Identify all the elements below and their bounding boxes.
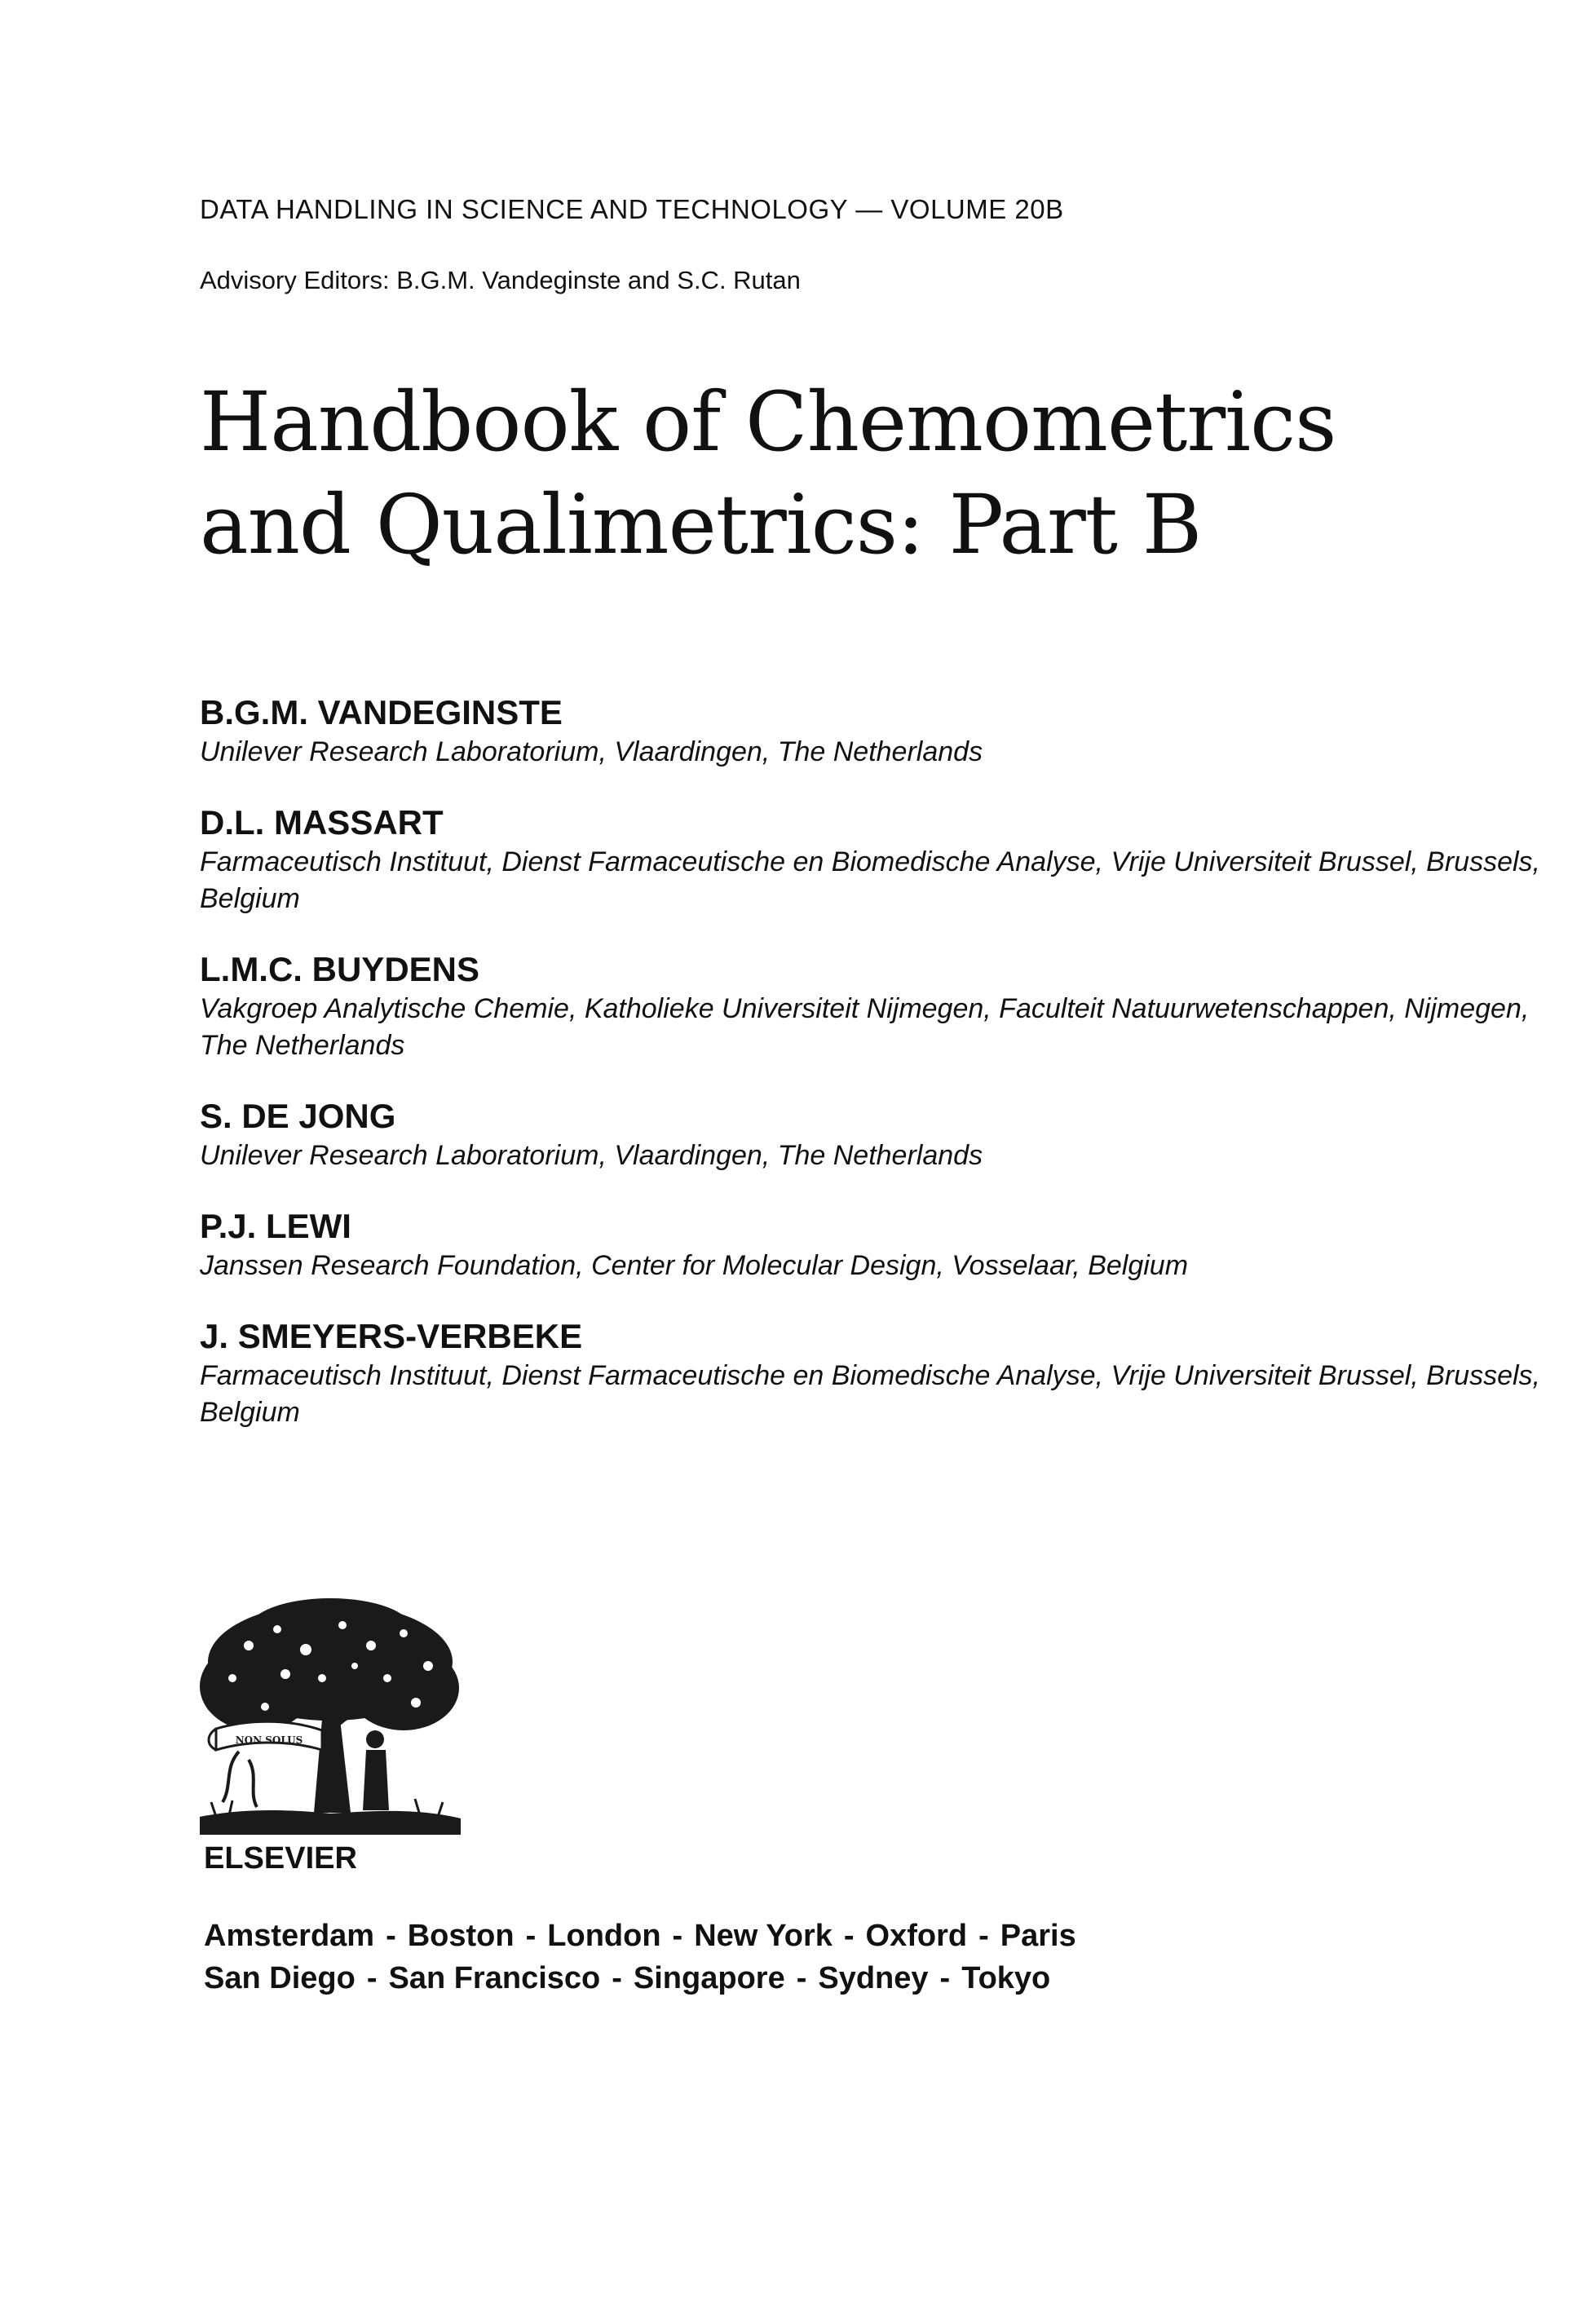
city: Tokyo xyxy=(961,1961,1051,1995)
city: San Diego xyxy=(204,1961,356,1995)
city: Oxford xyxy=(865,1919,968,1953)
cities-line-1 xyxy=(204,1915,1076,1957)
author-entry xyxy=(200,1205,1545,1284)
cities-line-2 xyxy=(204,1957,1076,1999)
author-entry xyxy=(200,1315,1545,1431)
publisher-name: ELSEVIER xyxy=(204,1841,357,1876)
city: Sydney xyxy=(818,1961,929,1995)
city: Singapore xyxy=(633,1961,785,1995)
author-name: P.J. LEWI xyxy=(200,1207,351,1245)
author-affiliation: Unilever Research Laboratorium, Vlaardingen, The Netherlands xyxy=(200,1140,983,1171)
city: New York xyxy=(694,1919,833,1953)
city: Amsterdam xyxy=(204,1919,375,1953)
city: San Francisco xyxy=(388,1961,601,1995)
city-separator: - xyxy=(612,1961,622,1995)
author-affiliation: Janssen Research Foundation, Center for Molecular Design, Vosselaar, Belgium xyxy=(200,1250,1189,1281)
city-separator: - xyxy=(796,1961,807,1995)
book-title-line-1: Handbook of Chemometrics xyxy=(200,374,1336,470)
logo-banner-text: NON SOLUS xyxy=(235,1734,303,1746)
author-affiliation: Farmaceutisch Instituut, Dienst Farmaceutische en Biomedische Analyse, Vrije Universiteit Brussel, Brussels, Belgium xyxy=(200,1360,1540,1428)
author-list xyxy=(200,691,1545,1462)
elsevier-tree-logo-icon xyxy=(200,1597,461,1835)
author-affiliation: Unilever Research Laboratorium, Vlaardingen, The Netherlands xyxy=(200,736,983,767)
city-separator: - xyxy=(386,1919,396,1953)
publisher-cities xyxy=(204,1915,1076,1999)
author-entry xyxy=(200,948,1545,1064)
book-title-line-2: and Qualimetrics: Part B xyxy=(200,477,1202,572)
author-name: S. DE JONG xyxy=(200,1097,396,1135)
series-line: DATA HANDLING IN SCIENCE AND TECHNOLOGY — VOLUME 20B xyxy=(200,194,1064,224)
author-affiliation: Farmaceutisch Instituut, Dienst Farmaceutische en Biomedische Analyse, Vrije Universiteit Brussel, Brussels, Belgium xyxy=(200,846,1540,914)
city-separator: - xyxy=(939,1961,951,1995)
city-separator: - xyxy=(525,1919,537,1953)
city: Paris xyxy=(1000,1919,1076,1953)
city-separator: - xyxy=(843,1919,855,1953)
author-name: J. SMEYERS-VERBEKE xyxy=(200,1317,583,1355)
author-entry xyxy=(200,802,1545,917)
city: London xyxy=(547,1919,661,1953)
advisory-editors: Advisory Editors: B.G.M. Vandeginste and S.C. Rutan xyxy=(200,266,801,294)
author-name: B.G.M. VANDEGINSTE xyxy=(200,693,563,731)
author-name: D.L. MASSART xyxy=(200,803,444,842)
city-separator: - xyxy=(978,1919,989,1953)
city-separator: - xyxy=(672,1919,683,1953)
author-affiliation: Vakgroep Analytische Chemie, Katholieke Universiteit Nijmegen, Faculteit Natuurwetenschappen, Nijmegen, The Netherlands xyxy=(200,993,1530,1061)
book-title xyxy=(200,371,1336,577)
city-separator: - xyxy=(366,1961,378,1995)
author-entry xyxy=(200,691,1545,771)
author-entry xyxy=(200,1095,1545,1174)
city: Boston xyxy=(407,1919,515,1953)
author-name: L.M.C. BUYDENS xyxy=(200,950,480,988)
